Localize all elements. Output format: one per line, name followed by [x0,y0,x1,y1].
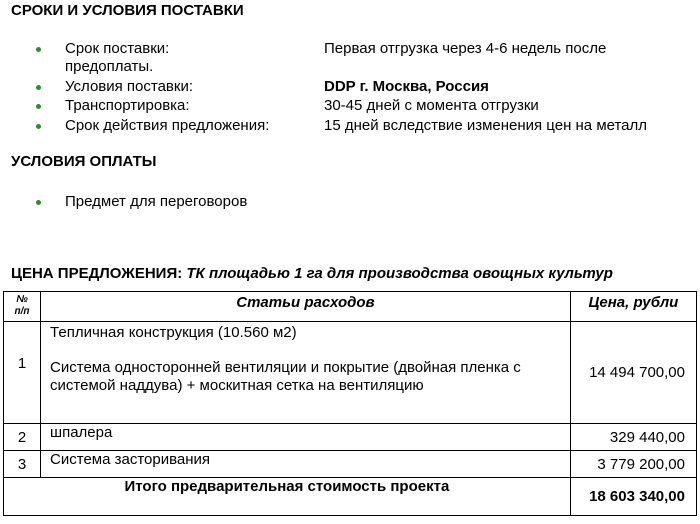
row-description: шпалера [41,424,571,451]
delivery-time-label: Срок поставки: [65,40,170,57]
offer-heading [11,265,613,282]
delivery-heading: СРОКИ И УСЛОВИЯ ПОСТАВКИ [11,2,244,19]
offer-subheading: ТК площадью 1 га для производства овощных культур [186,265,613,282]
transport-value: 30-45 дней с момента отгрузки [324,97,539,114]
payment-value: Предмет для переговоров [65,193,248,210]
row-price: 3 779 200,00 [570,451,696,478]
row-num: 3 [4,451,41,478]
col-num-header [4,292,41,322]
bullet-icon [36,104,41,109]
table-total-row [4,478,697,516]
bullet-icon [36,47,41,52]
table-row [4,424,697,451]
delivery-time-value: Первая отгрузка через 4-6 недель после [324,40,607,57]
row-line1: Тепличная конструкция (10.560 м2) [50,324,297,341]
transport-label: Транспортировка: [65,97,190,114]
row-num: 2 [4,424,41,451]
row-price: 329 440,00 [570,424,696,451]
bullet-icon [36,200,41,205]
bullet-icon [36,124,41,129]
row-description: Система засторивания [41,451,571,478]
table-row [4,451,697,478]
delivery-terms-label: Условия поставки: [65,78,194,95]
price-table [3,291,697,516]
payment-heading: УСЛОВИЯ ОПЛАТЫ [11,153,157,170]
offer-validity-label: Срок действия предложения: [65,117,270,134]
table-row [4,322,697,424]
total-value: 18 603 340,00 [570,478,696,516]
delivery-terms-value: DDP г. Москва, Россия [324,78,489,95]
col-num-header-text: № п/п [14,294,30,317]
bullet-icon [36,85,41,90]
delivery-time-continuation: предоплаты. [65,58,154,75]
offer-validity-value: 15 дней вследствие изменения цен на металл [324,117,648,134]
row-description [41,322,571,424]
table-header-row [4,292,697,322]
col-price-header: Цена, рубли [570,292,696,322]
col-items-header: Статьи расходов [41,292,571,322]
offer-heading-label: ЦЕНА ПРЕДЛОЖЕНИЯ: [11,265,183,282]
total-label: Итого предварительная стоимость проекта [4,478,571,516]
row-price: 14 494 700,00 [570,322,696,424]
row-line2: Система односторонней вентиляции и покрытие (двойная пленка с системой наддува) + москитная сетка на вентиляцию [50,359,521,394]
row-num: 1 [4,322,41,424]
